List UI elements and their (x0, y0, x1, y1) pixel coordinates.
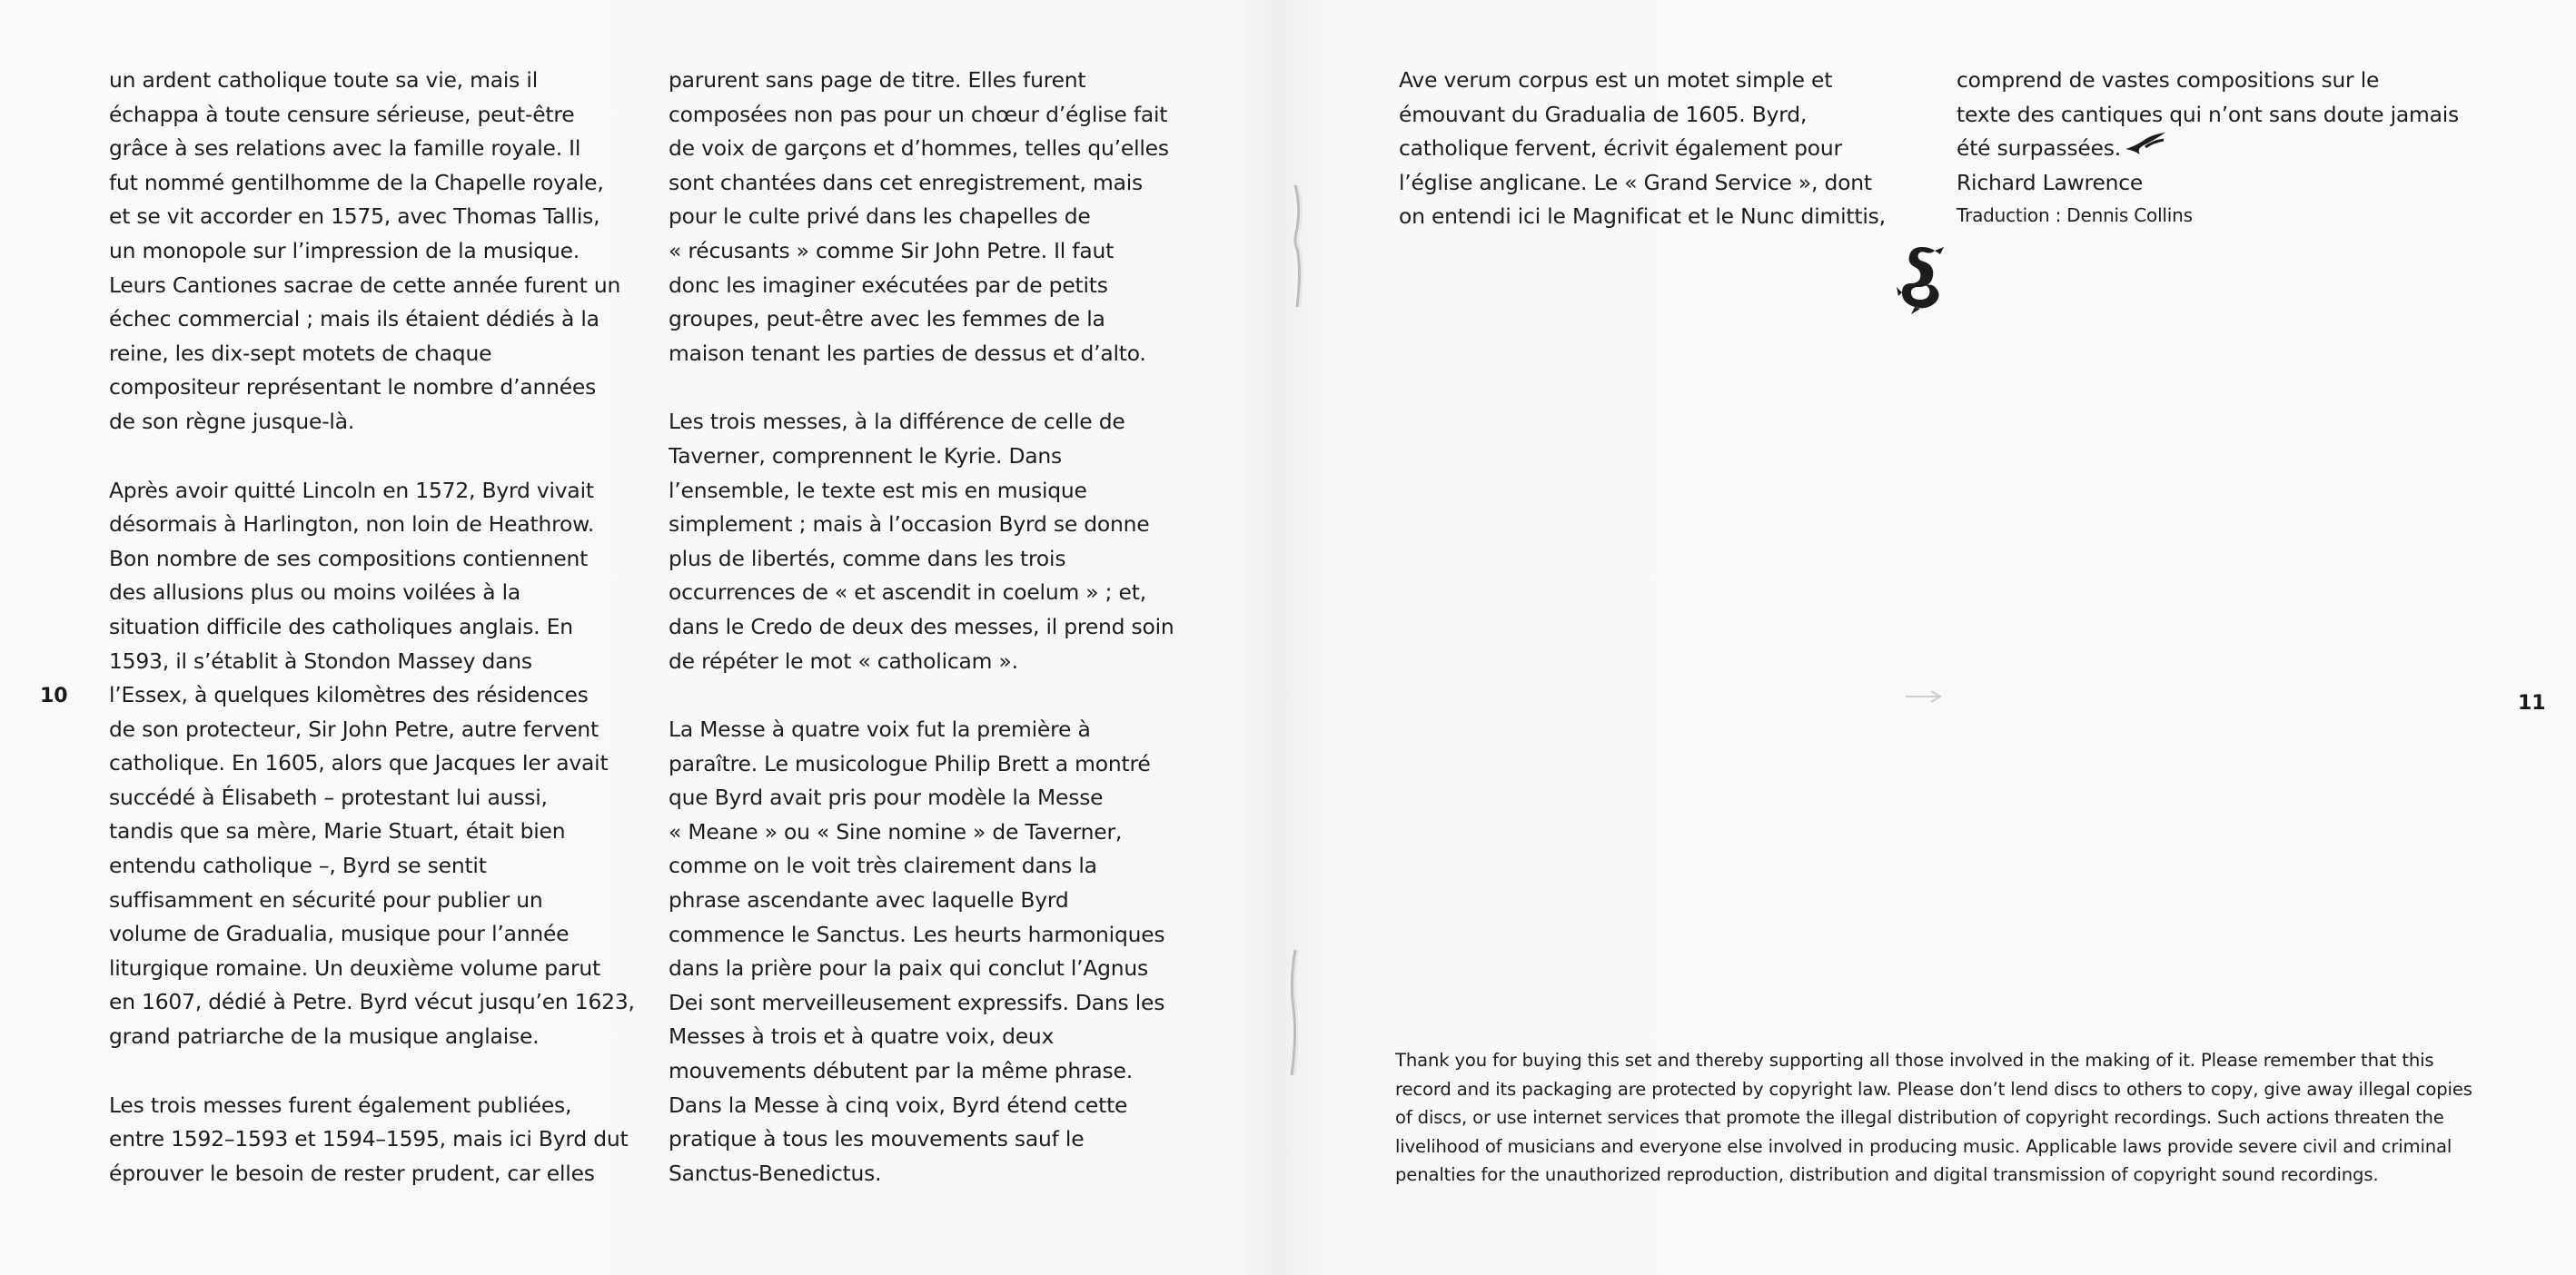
translator-credit: Traduction : Dennis Collins (1957, 204, 2193, 227)
text-line: compositeur représentant le nombre d’années (109, 374, 597, 400)
text-line: de voix de garçons et d’hommes, telles qu’elles (669, 135, 1169, 162)
text-line: de son règne jusque-là. (109, 408, 355, 434)
text-line: phrase ascendante avec laquelle Byrd (669, 887, 1069, 914)
text-line: of discs, or use internet services that promote the illegal distribution of copyright recordings. Such actions threaten the (1395, 1107, 2444, 1129)
end-mark-icon (2124, 127, 2169, 156)
text-line: reine, les dix-sept motets de chaque (109, 340, 492, 366)
text-line: Thank you for buying this set and thereby supporting all those involved in the making of it. Please remember that this (1395, 1050, 2434, 1071)
text-line: dans le Credo de deux des messes, il prend soin (669, 613, 1174, 639)
text-line: de son protecteur, Sir John Petre, autre fervent (109, 716, 599, 742)
paragraph-byrd-harlington (109, 474, 636, 1054)
text-line: de répéter le mot « catholicam ». (669, 647, 1018, 674)
page-number-left: 10 (40, 685, 68, 707)
text-line: comprend de vastes compositions sur le (1957, 67, 2380, 93)
text-line: on entendi ici le Magnificat et le Nunc dimittis, (1399, 203, 1886, 230)
text-line: tandis que sa mère, Marie Stuart, était bien (109, 818, 566, 845)
text-line: désormais à Harlington, non loin de Heathrow. (109, 511, 595, 538)
text-line: « Meane » ou « Sine nomine » de Taverner, (669, 818, 1123, 845)
text-line: l’ensemble, le texte est mis en musique (669, 477, 1087, 503)
text-line: catholique. En 1605, alors que Jacques Ier avait (109, 750, 609, 776)
text-line: 1593, il s’établit à Stondon Massey dans (109, 647, 532, 674)
text-line: Après avoir quitté Lincoln en 1572, Byrd vivait (109, 477, 594, 503)
text-line: Les trois messes, à la différence de celle de (669, 409, 1125, 435)
text-line: donc les imaginer exécutées par de petits (669, 272, 1108, 298)
text-line: dans la prière pour la paix qui conclut l’Agnus (669, 955, 1149, 982)
paragraph-kyrie (669, 405, 1195, 678)
text-line: situation difficile des catholiques anglais. En (109, 613, 573, 639)
text-line: fut nommé gentilhomme de la Chapelle royale, (109, 169, 604, 195)
text-line: Leurs Cantiones sacrae de cette année furent un (109, 272, 621, 298)
paragraph-four-voice-mass (669, 713, 1195, 1191)
text-line: occurrences de « et ascendit in coelum » ; et, (669, 579, 1146, 606)
text-line: maison tenant les parties de dessus et d’alto. (669, 340, 1146, 366)
text-line: Dans la Messe à cinq voix, Byrd étend cette (669, 1092, 1128, 1118)
text-line: Les trois messes furent également publiées, (109, 1092, 572, 1118)
text-line: échappa à toute censure sérieuse, peut-être (109, 101, 575, 127)
text-line: Dei sont merveilleusement expressifs. Dans les (669, 989, 1165, 1015)
text-line: groupes, peut-être avec les femmes de la (669, 306, 1105, 332)
paragraph-canticles (1957, 64, 2502, 231)
text-line: paraître. Le musicologue Philip Brett a montré (669, 750, 1151, 776)
text-line: « récusants » comme Sir John Petre. Il faut (669, 237, 1115, 263)
text-line: échec commercial ; mais ils étaient dédiés à la (109, 306, 599, 332)
copyright-notice (1395, 1046, 2522, 1190)
text-line: et se vit accorder en 1575, avec Thomas Tallis, (109, 203, 600, 230)
text-line: succédé à Élisabeth – protestant lui aussi, (109, 784, 548, 810)
text-line: des allusions plus ou moins voilées à la (109, 579, 521, 606)
text-line: été surpassées. (1957, 135, 2121, 162)
text-line: penalties for the unauthorized reproduction, distribution and digital transmission of copyright sound recordings. (1395, 1164, 2379, 1186)
text-line: l’église anglicane. Le « Grand Service », dont (1399, 169, 1872, 195)
text-line: plus de libertés, comme dans les trois (669, 545, 1066, 571)
text-line: grand patriarche de la musique anglaise. (109, 1023, 540, 1050)
text-line: Sanctus-Benedictus. (669, 1160, 882, 1186)
text-line: catholique fervent, écrivit également pour (1399, 135, 1842, 162)
text-line: entendu catholique –, Byrd se sentit (109, 853, 487, 879)
right-column-2 (1957, 64, 2502, 231)
text-line: record and its packaging are protected by copyright law. Please don’t lend discs to others to copy, give away illegal copies (1395, 1078, 2472, 1100)
text-line: volume de Gradualia, musique pour l’année (109, 921, 570, 947)
left-column-2 (669, 64, 1195, 1191)
text-line: en 1607, dédié à Petre. Byrd vécut jusqu’en 1623, (109, 989, 635, 1015)
text-line: Ave verum corpus est un motet simple et (1399, 67, 1833, 93)
paragraph-masses-published (109, 1089, 636, 1191)
show-through-arrow-icon (1904, 688, 1944, 705)
text-line: grâce à ses relations avec la famille royale. Il (109, 135, 581, 162)
text-line: sont chantées dans cet enregistrement, mais (669, 169, 1143, 195)
text-line: pour le culte privé dans les chapelles de (669, 203, 1091, 230)
text-line: texte des cantiques qui n’ont sans doute jamais (1957, 101, 2460, 127)
paragraph-byrd-catholic (109, 64, 636, 440)
text-line: La Messe à quatre voix fut la première à (669, 717, 1091, 743)
text-line: un ardent catholique toute sa vie, mais il (109, 67, 538, 93)
text-line: simplement ; mais à l’occasion Byrd se donne (669, 511, 1150, 538)
page-number-right: 11 (2518, 692, 2546, 715)
text-line: éprouver le besoin de rester prudent, car elles (109, 1160, 595, 1186)
text-line: parurent sans page de titre. Elles furent (669, 67, 1086, 93)
text-line: liturgique romaine. Un deuxième volume parut (109, 954, 601, 981)
text-line: Bon nombre de ses compositions contiennent (109, 545, 589, 571)
author-signature: Richard Lawrence (1957, 169, 2144, 195)
text-line: commence le Sanctus. Les heurts harmoniques (669, 921, 1165, 947)
text-line: livelihood of musicians and everyone else involved in producing music. Applicable laws provide severe civil and criminal (1395, 1135, 2452, 1157)
text-line: émouvant du Gradualia de 1605. Byrd, (1399, 101, 1808, 127)
text-line: comme on le voit très clairement dans la (669, 853, 1097, 879)
text-line: l’Essex, à quelques kilomètres des résidences (109, 682, 589, 708)
text-line: que Byrd avait pris pour modèle la Messe (669, 785, 1104, 811)
left-column-1 (109, 64, 636, 1191)
dragon-emblem-icon (1895, 243, 1949, 314)
text-line: un monopole sur l’impression de la musique. (109, 237, 580, 263)
text-line: mouvements débutent par la même phrase. (669, 1058, 1133, 1084)
right-column-1 (1399, 64, 1917, 234)
text-line: Taverner, comprennent le Kyrie. Dans (669, 442, 1062, 469)
text-line: pratique à tous les mouvements sauf le (669, 1126, 1085, 1152)
text-line: composées non pas pour un chœur d’église fait (669, 101, 1168, 127)
paragraph-untitled-publication (669, 64, 1195, 371)
text-line: entre 1592–1593 et 1594–1595, mais ici Byrd dut (109, 1126, 629, 1152)
text-line: Messes à trois et à quatre voix, deux (669, 1023, 1055, 1050)
paragraph-ave-verum (1399, 64, 1917, 234)
text-line: suffisamment en sécurité pour publier un (109, 886, 543, 913)
